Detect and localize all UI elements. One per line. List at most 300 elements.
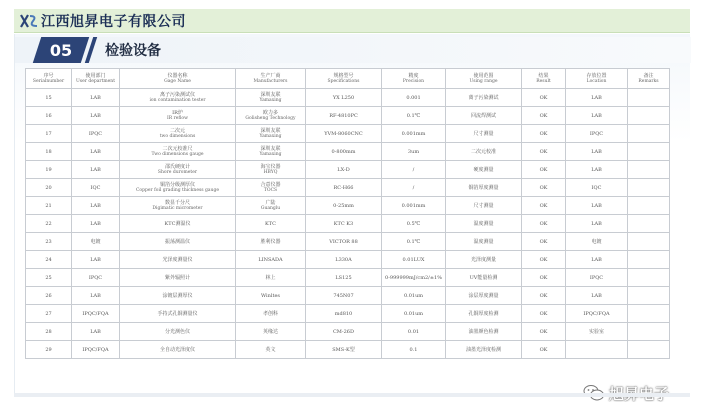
cell-text-name_en: ion contamination tester xyxy=(149,97,206,103)
table-cell-location xyxy=(566,305,628,323)
table-cell-dept xyxy=(72,341,120,359)
cell-text-spec: SMS-K型 xyxy=(332,346,355,353)
cell-text-no: 18 xyxy=(45,148,52,155)
table-cell-remark xyxy=(628,161,670,179)
cell-text-spec: 0-800mm xyxy=(331,148,356,155)
cell-text-no: 23 xyxy=(45,238,52,245)
table-cell-range xyxy=(446,287,522,305)
cell-text-dept: LAB xyxy=(90,202,101,209)
table-cell-range xyxy=(446,161,522,179)
table-cell-maker xyxy=(236,143,306,161)
table-row xyxy=(26,125,670,143)
cell-text-maker: 英文 xyxy=(265,346,276,353)
table-cell-spec xyxy=(306,287,382,305)
table-row xyxy=(26,89,670,107)
table-cell-precision xyxy=(382,305,446,323)
cell-text-location: IPQC xyxy=(589,130,604,137)
cell-text-name: 涂镀层测厚仪 xyxy=(162,292,193,299)
cell-text-precision: 0.01um xyxy=(403,292,424,299)
cell-text-precision: 0.001 xyxy=(406,94,421,101)
column-header-en: Serialnumber xyxy=(32,78,65,84)
table-cell-dept xyxy=(72,305,120,323)
table-cell-name xyxy=(120,197,236,215)
cell-text-maker: 英缘达 xyxy=(262,328,278,335)
table-cell-dept xyxy=(72,143,120,161)
cell-text-no: 15 xyxy=(45,94,52,101)
table-cell-spec xyxy=(306,143,382,161)
table-cell-remark xyxy=(628,269,670,287)
table-cell-maker xyxy=(236,341,306,359)
cell-text-spec: YX L250 xyxy=(332,94,355,101)
equipment-table xyxy=(25,68,670,359)
table-cell-no xyxy=(26,89,72,107)
cell-text-name: 振荡测温仪 xyxy=(164,238,190,245)
table-cell-range xyxy=(446,269,522,287)
table-cell-no xyxy=(26,269,72,287)
cell-text-range: 油墨颜色检测 xyxy=(468,328,499,335)
table-cell-remark xyxy=(628,305,670,323)
cell-text-no: 21 xyxy=(45,202,52,209)
column-header xyxy=(566,69,628,89)
table-row xyxy=(26,269,670,287)
cell-text-precision: 0.1℃ xyxy=(406,112,421,119)
cell-text-dept: LAB xyxy=(90,292,101,299)
cell-text-location: 实验室 xyxy=(588,328,604,335)
cell-text-result: OK xyxy=(539,238,548,245)
cell-text-maker: 深圳友联 xyxy=(260,145,281,152)
cell-text-spec: KTC K3 xyxy=(333,220,354,227)
table-cell-maker xyxy=(236,179,306,197)
cell-text-dept: LAB xyxy=(90,148,101,155)
cell-text-maker_en: TOCS xyxy=(263,187,278,193)
cell-text-precision: 0-999999mJ/cm2/±1% xyxy=(385,274,442,281)
table-cell-dept xyxy=(72,107,120,125)
table-cell-dept xyxy=(72,323,120,341)
table-cell-precision xyxy=(382,269,446,287)
table-cell-spec xyxy=(306,341,382,359)
table-cell-precision xyxy=(382,287,446,305)
column-header-zh: 结果 xyxy=(538,72,549,79)
column-header-en: Remarks xyxy=(638,78,659,84)
cell-text-dept: LAB xyxy=(90,328,101,335)
cell-text-range: 尺寸测量 xyxy=(473,130,494,137)
cell-text-result: OK xyxy=(539,112,548,119)
table-cell-location xyxy=(566,107,628,125)
cell-text-precision: 0.01 xyxy=(407,328,420,335)
cell-text-no: 19 xyxy=(45,166,52,173)
table-cell-maker xyxy=(236,251,306,269)
cell-text-dept: LAB xyxy=(90,220,101,227)
table-cell-location xyxy=(566,143,628,161)
table-cell-spec xyxy=(306,305,382,323)
cell-text-spec: RC-H66 xyxy=(333,184,354,191)
column-header xyxy=(382,69,446,89)
cell-text-dept: IQC xyxy=(90,184,101,191)
cell-text-name_en: two dimensions xyxy=(159,133,196,139)
table-cell-name xyxy=(120,305,236,323)
column-header xyxy=(120,69,236,89)
cell-text-dept: LAB xyxy=(90,112,101,119)
table-cell-name xyxy=(120,233,236,251)
column-header-zh: 仪器名称 xyxy=(167,72,188,79)
cell-text-spec: LX-D xyxy=(337,166,350,173)
cell-text-maker: 合意仪器 xyxy=(260,181,281,188)
table-cell-result xyxy=(522,197,566,215)
cell-text-maker_en: Yamaxing xyxy=(259,97,282,103)
table-cell-no xyxy=(26,215,72,233)
cell-text-dept: 电镀 xyxy=(90,238,101,245)
table-cell-spec xyxy=(306,269,382,287)
cell-text-no: 28 xyxy=(45,328,52,335)
column-header xyxy=(446,69,522,89)
table-cell-name xyxy=(120,179,236,197)
cell-text-precision: 0.1 xyxy=(409,346,418,353)
cell-text-range: 二次元校准 xyxy=(470,148,496,155)
table-cell-no xyxy=(26,179,72,197)
cell-text-name: 铜箔分级测厚仪 xyxy=(159,181,195,188)
section-number: 05 xyxy=(33,37,89,63)
table-cell-precision xyxy=(382,179,446,197)
table-cell-spec xyxy=(306,179,382,197)
table-cell-result xyxy=(522,233,566,251)
column-header-en: Precision xyxy=(402,78,425,84)
table-cell-range xyxy=(446,341,522,359)
table-cell-location xyxy=(566,269,628,287)
table-cell-result xyxy=(522,143,566,161)
cell-text-name_en: Shore durometer xyxy=(157,169,198,175)
cell-text-spec: LS125 xyxy=(335,274,352,281)
cell-text-no: 26 xyxy=(45,292,52,299)
column-header-zh: 备注 xyxy=(643,72,654,79)
table-cell-name xyxy=(120,161,236,179)
table-cell-location xyxy=(566,179,628,197)
table-cell-no xyxy=(26,287,72,305)
table-cell-maker xyxy=(236,323,306,341)
table-cell-remark xyxy=(628,251,670,269)
cell-text-range: 涂层厚度测量 xyxy=(468,292,499,299)
table-cell-location xyxy=(566,323,628,341)
table-cell-dept xyxy=(72,89,120,107)
table-cell-precision xyxy=(382,125,446,143)
cell-text-location: 电镀 xyxy=(591,238,602,245)
cell-text-precision: 0.001mm xyxy=(401,130,426,137)
cell-text-dept: IPQC/FQA xyxy=(82,346,109,353)
table-cell-name xyxy=(120,125,236,143)
column-header-zh: 使用范围 xyxy=(473,72,494,79)
table-cell-result xyxy=(522,107,566,125)
company-banner xyxy=(14,9,690,33)
table-cell-maker xyxy=(236,161,306,179)
table-body xyxy=(26,89,670,359)
table-cell-result xyxy=(522,251,566,269)
table-cell-dept xyxy=(72,251,120,269)
cell-text-location: LAB xyxy=(591,292,602,299)
column-header-zh: 精度 xyxy=(408,72,419,79)
column-header-en: Manufacturers xyxy=(253,78,288,84)
table-cell-dept xyxy=(72,197,120,215)
table-cell-maker xyxy=(236,125,306,143)
table-cell-precision xyxy=(382,107,446,125)
table-cell-range xyxy=(446,215,522,233)
cell-text-maker: 欧力多 xyxy=(262,109,278,116)
table-row xyxy=(26,251,670,269)
cell-text-no: 29 xyxy=(45,346,52,353)
column-header-zh: 规格型号 xyxy=(333,72,354,79)
table-cell-range xyxy=(446,251,522,269)
table-cell-spec xyxy=(306,125,382,143)
cell-text-precision: 0.5℃ xyxy=(406,220,421,227)
cell-text-name: 光泽度测量仪 xyxy=(162,256,193,263)
cell-text-maker: 海宝仪器 xyxy=(260,163,281,170)
table-cell-range xyxy=(446,143,522,161)
cell-text-maker: 广陆 xyxy=(265,199,276,206)
table-cell-location xyxy=(566,341,628,359)
table-cell-no xyxy=(26,233,72,251)
cell-text-maker: 胜利仪器 xyxy=(260,238,281,245)
cell-text-name: 手持式孔铜测量仪 xyxy=(157,310,198,317)
table-cell-location xyxy=(566,287,628,305)
table-cell-name xyxy=(120,107,236,125)
table-cell-dept xyxy=(72,125,120,143)
table-cell-no xyxy=(26,341,72,359)
cell-text-result: OK xyxy=(539,94,548,101)
table-cell-precision xyxy=(382,323,446,341)
cell-text-range: 硬度测量 xyxy=(473,166,494,173)
cell-text-result: OK xyxy=(539,274,548,281)
cell-text-range: 铜箔厚度测量 xyxy=(468,184,499,191)
cell-text-name_en: Copper foil grading thickness gauge xyxy=(135,187,220,193)
table-cell-spec xyxy=(306,323,382,341)
cell-text-name: 紫外辐照计 xyxy=(164,274,190,281)
table-cell-precision xyxy=(382,233,446,251)
table-cell-spec xyxy=(306,161,382,179)
table-cell-maker xyxy=(236,89,306,107)
column-header-en: Specifications xyxy=(327,78,360,84)
table-cell-precision xyxy=(382,143,446,161)
table-cell-range xyxy=(446,107,522,125)
column-header-zh: 存放位置 xyxy=(586,72,607,79)
table-cell-maker xyxy=(236,233,306,251)
table-cell-range xyxy=(446,179,522,197)
table-cell-dept xyxy=(72,233,120,251)
cell-text-location: LAB xyxy=(591,94,602,101)
cell-text-name: 邵氏硬度计 xyxy=(164,163,190,170)
cell-text-location: LAB xyxy=(591,202,602,209)
xs-logo-icon xyxy=(20,13,38,29)
table-cell-location xyxy=(566,233,628,251)
cell-text-range: UV能量检测 xyxy=(469,274,498,281)
cell-text-precision: 0.01um xyxy=(403,310,424,317)
cell-text-maker_en: Yamaxing xyxy=(259,151,282,157)
cell-text-dept: LAB xyxy=(90,94,101,101)
table-cell-name xyxy=(120,143,236,161)
cell-text-precision: 3um xyxy=(407,148,420,155)
table-cell-name xyxy=(120,341,236,359)
table-cell-no xyxy=(26,125,72,143)
table-cell-result xyxy=(522,125,566,143)
column-header-en: Location xyxy=(586,78,607,84)
table-cell-range xyxy=(446,323,522,341)
bottom-bar xyxy=(14,393,690,397)
cell-text-location: LAB xyxy=(591,112,602,119)
table-row xyxy=(26,179,670,197)
cell-text-maker: 孝创科 xyxy=(262,310,278,317)
table-row xyxy=(26,107,670,125)
cell-text-location: IPQC xyxy=(589,274,604,281)
cell-text-name: 二次元校准尺 xyxy=(162,145,193,152)
company-name: 江西旭昇电子有限公司 xyxy=(41,13,186,30)
cell-text-no: 27 xyxy=(45,310,52,317)
table-cell-location xyxy=(566,197,628,215)
column-header xyxy=(522,69,566,89)
table-cell-range xyxy=(446,89,522,107)
cell-text-dept: IPQC xyxy=(88,130,103,137)
table-cell-result xyxy=(522,287,566,305)
table-cell-result xyxy=(522,305,566,323)
cell-text-range: 离子污染测试 xyxy=(468,94,499,101)
cell-text-result: OK xyxy=(539,256,548,263)
table-cell-spec xyxy=(306,251,382,269)
cell-text-location: LAB xyxy=(591,220,602,227)
table-cell-range xyxy=(446,197,522,215)
table-cell-spec xyxy=(306,233,382,251)
cell-text-range: 油墨光泽度检测 xyxy=(465,346,501,353)
cell-text-maker: 林上 xyxy=(265,274,276,281)
table-cell-name xyxy=(120,215,236,233)
table-cell-precision xyxy=(382,89,446,107)
table-cell-location xyxy=(566,251,628,269)
table-cell-no xyxy=(26,143,72,161)
table-cell-result xyxy=(522,179,566,197)
table-row xyxy=(26,233,670,251)
table-cell-dept xyxy=(72,161,120,179)
cell-text-precision: 0.1℃ xyxy=(406,238,421,245)
table-cell-spec xyxy=(306,197,382,215)
cell-text-range: 孔铜厚度检测 xyxy=(468,310,499,317)
cell-text-maker_en: Guanglu xyxy=(260,205,281,211)
table-cell-name xyxy=(120,287,236,305)
table-cell-remark xyxy=(628,323,670,341)
cell-text-precision: / xyxy=(412,166,415,173)
table-cell-location xyxy=(566,161,628,179)
cell-text-range: 温度测量 xyxy=(473,238,494,245)
table-cell-name xyxy=(120,251,236,269)
cell-text-result: OK xyxy=(539,310,548,317)
table-cell-no xyxy=(26,161,72,179)
cell-text-location: LAB xyxy=(591,166,602,173)
table-row xyxy=(26,341,670,359)
cell-text-location: IPQC/FQA xyxy=(583,310,610,317)
cell-text-name_en: Two dimensions gauge xyxy=(151,151,204,157)
cell-text-name_en: Digimatic micrometer xyxy=(152,205,203,211)
cell-text-spec: VICTOR 88 xyxy=(329,238,358,245)
table-cell-remark xyxy=(628,287,670,305)
cell-text-dept: IPQC/FQA xyxy=(82,310,109,317)
cell-text-result: OK xyxy=(539,220,548,227)
table-cell-no xyxy=(26,323,72,341)
cell-text-no: 24 xyxy=(45,256,52,263)
table-cell-maker xyxy=(236,107,306,125)
cell-text-spec: 745N07 xyxy=(333,292,354,299)
table-cell-spec xyxy=(306,107,382,125)
column-header xyxy=(628,69,670,89)
cell-text-name: 分光测色仪 xyxy=(164,328,190,335)
table-row xyxy=(26,197,670,215)
column-header-zh: 序号 xyxy=(43,72,54,79)
table-cell-remark xyxy=(628,89,670,107)
table-cell-precision xyxy=(382,161,446,179)
table-cell-maker xyxy=(236,197,306,215)
cell-text-spec: 0-25mm xyxy=(333,202,354,209)
table-header-row xyxy=(26,69,670,89)
table-cell-result xyxy=(522,323,566,341)
table-cell-spec xyxy=(306,215,382,233)
table-cell-range xyxy=(446,305,522,323)
table-row xyxy=(26,305,670,323)
cell-text-no: 20 xyxy=(45,184,52,191)
table-cell-precision xyxy=(382,197,446,215)
cell-text-result: OK xyxy=(539,130,548,137)
cell-text-result: OK xyxy=(539,184,548,191)
table-cell-location xyxy=(566,215,628,233)
cell-text-precision: 0.001mm xyxy=(401,202,426,209)
table-cell-dept xyxy=(72,269,120,287)
cell-text-result: OK xyxy=(539,166,548,173)
table-cell-dept xyxy=(72,287,120,305)
table-cell-remark xyxy=(628,179,670,197)
table-cell-maker xyxy=(236,215,306,233)
cell-text-location: LAB xyxy=(591,256,602,263)
table-cell-result xyxy=(522,341,566,359)
table-cell-maker xyxy=(236,287,306,305)
table-cell-maker xyxy=(236,269,306,287)
cell-text-name: 离子污染测试仪 xyxy=(159,91,195,98)
table-cell-no xyxy=(26,197,72,215)
table-cell-remark xyxy=(628,143,670,161)
table-cell-remark xyxy=(628,341,670,359)
cell-text-range: 温度测量 xyxy=(473,220,494,227)
table-cell-remark xyxy=(628,233,670,251)
table-cell-name xyxy=(120,89,236,107)
cell-text-result: OK xyxy=(539,292,548,299)
table-cell-remark xyxy=(628,215,670,233)
cell-text-dept: IPQC xyxy=(88,274,103,281)
cell-text-spec: YVM-8060CNC xyxy=(324,130,363,137)
cell-text-no: 16 xyxy=(45,112,52,119)
table-row xyxy=(26,215,670,233)
table-row xyxy=(26,143,670,161)
cell-text-maker: Winltes xyxy=(260,292,280,299)
cell-text-name: KTC测温仪 xyxy=(164,220,191,227)
table-cell-name xyxy=(120,269,236,287)
cell-text-name: 全自动光泽度仪 xyxy=(159,346,195,353)
table-row xyxy=(26,287,670,305)
cell-text-spec: CM-26D xyxy=(332,328,354,335)
table-cell-no xyxy=(26,107,72,125)
cell-text-spec: RF-4810PC xyxy=(329,112,358,119)
cell-text-dept: LAB xyxy=(90,166,101,173)
section-title: 检验设备 xyxy=(105,43,161,59)
watermark xyxy=(583,380,693,402)
table-cell-result xyxy=(522,89,566,107)
column-header xyxy=(72,69,120,89)
table-cell-precision xyxy=(382,341,446,359)
cell-text-result: OK xyxy=(539,148,548,155)
table-cell-location xyxy=(566,89,628,107)
column-header xyxy=(236,69,306,89)
cell-text-no: 17 xyxy=(45,130,52,137)
table-row xyxy=(26,161,670,179)
